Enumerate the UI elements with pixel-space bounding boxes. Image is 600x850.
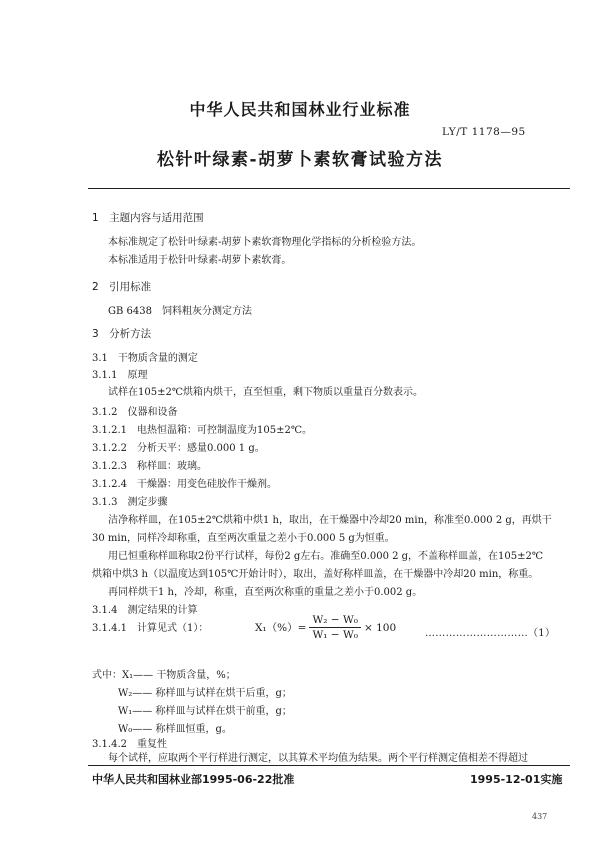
formula-number: …………………………（1） [425,628,556,639]
footer-divider [88,765,570,766]
where-clause-4: W₀—— 称样皿恒重，g。 [118,724,232,735]
where-clause-1: 式中：X₁—— 干物质含量，%； [92,670,236,681]
section-3-1-1-heading: 3.1.1 原理 [92,370,148,381]
formula-1 [255,614,396,641]
section-3-1-4-heading: 3.1.4 测定结果的计算 [92,605,198,616]
where-clause-3: W₁—— 称样皿与试样在烘干前重，g； [118,706,292,717]
section-1-paragraph-2: 本标准适用于松针叶绿素-胡萝卜素软膏。 [108,255,292,266]
formula-lhs: X₁（%）= [255,622,307,634]
where-clause-2: W₂—— 称样皿与试样在烘干后重，g； [118,688,292,699]
formula-denominator: W₁ − W₀ [309,627,360,641]
section-3-1-3-paragraph-2-line-2: 烘箱中烘3 h（以温度达到105℃开始计时），取出，盖好称样皿盖，在干燥器中冷却20 min，称重。 [92,569,539,580]
section-3-heading: 3 分析方法 [92,328,152,340]
standard-type-heading: 中华人民共和国林业行业标准 [189,100,411,119]
header-divider [88,188,570,189]
section-3-1-2-heading: 3.1.2 仪器和设备 [92,407,178,418]
document-title: 松针叶绿素-胡萝卜素软膏试验方法 [156,150,444,170]
page-number: 437 [532,812,548,821]
implementation-date: 1995-12-01实施 [470,773,563,786]
section-3-1-4-2-paragraph: 每个试样，应取两个平行样进行测定，以其算术平均值为结果。两个平行样测定值相差不得超过 [108,753,528,764]
section-1-heading: 1 主题内容与适用范围 [92,212,204,224]
section-3-1-1-paragraph: 试样在105±2℃烘箱内烘干，直至恒重，剩下物质以重量百分数表示。 [108,387,424,398]
formula-numerator: W₂ − W₀ [312,614,358,626]
section-2-heading: 2 引用标准 [92,281,152,293]
standard-code: LY/T 1178—95 [442,126,526,138]
formula-fraction [309,614,360,641]
section-1-paragraph-1: 本标准规定了松针叶绿素-胡萝卜素软膏物理化学指标的分析检验方法。 [108,237,422,248]
section-3-1-3-paragraph-3: 再同样烘干1 h，冷却，称重，直至两次称重的重量之差小于0.002 g。 [108,587,423,598]
section-3-1-4-1: 3.1.4.1 计算见式（1）： [92,623,209,634]
section-3-1-heading: 3.1 干物质含量的测定 [92,353,198,364]
section-3-1-4-2-heading: 3.1.4.2 重复性 [92,739,167,750]
approval-line: 中华人民共和国林业部1995-06-22批准 [92,773,295,786]
section-3-1-3-paragraph-1-line-2: 30 min，同样冷却称重，直至两次重量之差小于0.000 5 g为恒重。 [92,533,395,544]
formula-multiplier: × 100 [363,621,397,634]
section-3-1-2-4: 3.1.2.4 干燥器：用变色硅胶作干燥剂。 [92,479,277,490]
section-3-1-3-paragraph-2-line-1: 用已恒重称样皿称取2份平行试样，每份2 g左右。准确至0.000 2 g，不盖称样皿盖，在105±2℃ [108,551,544,562]
section-3-1-2-2: 3.1.2.2 分析天平：感量0.000 1 g。 [92,443,265,454]
section-2-paragraph-1: GB 6438 饲料粗灰分测定方法 [108,306,252,317]
section-3-1-2-3: 3.1.2.3 称样皿：玻璃。 [92,461,207,472]
section-3-1-2-1: 3.1.2.1 电热恒温箱：可控制温度为105±2℃。 [92,425,312,436]
section-3-1-3-heading: 3.1.3 测定步骤 [92,497,168,508]
section-3-1-3-paragraph-1-line-1: 洁净称样皿，在105±2℃烘箱中烘1 h，取出，在干燥器中冷却20 min，称准至0.000 2 g，再烘干 [108,515,552,526]
